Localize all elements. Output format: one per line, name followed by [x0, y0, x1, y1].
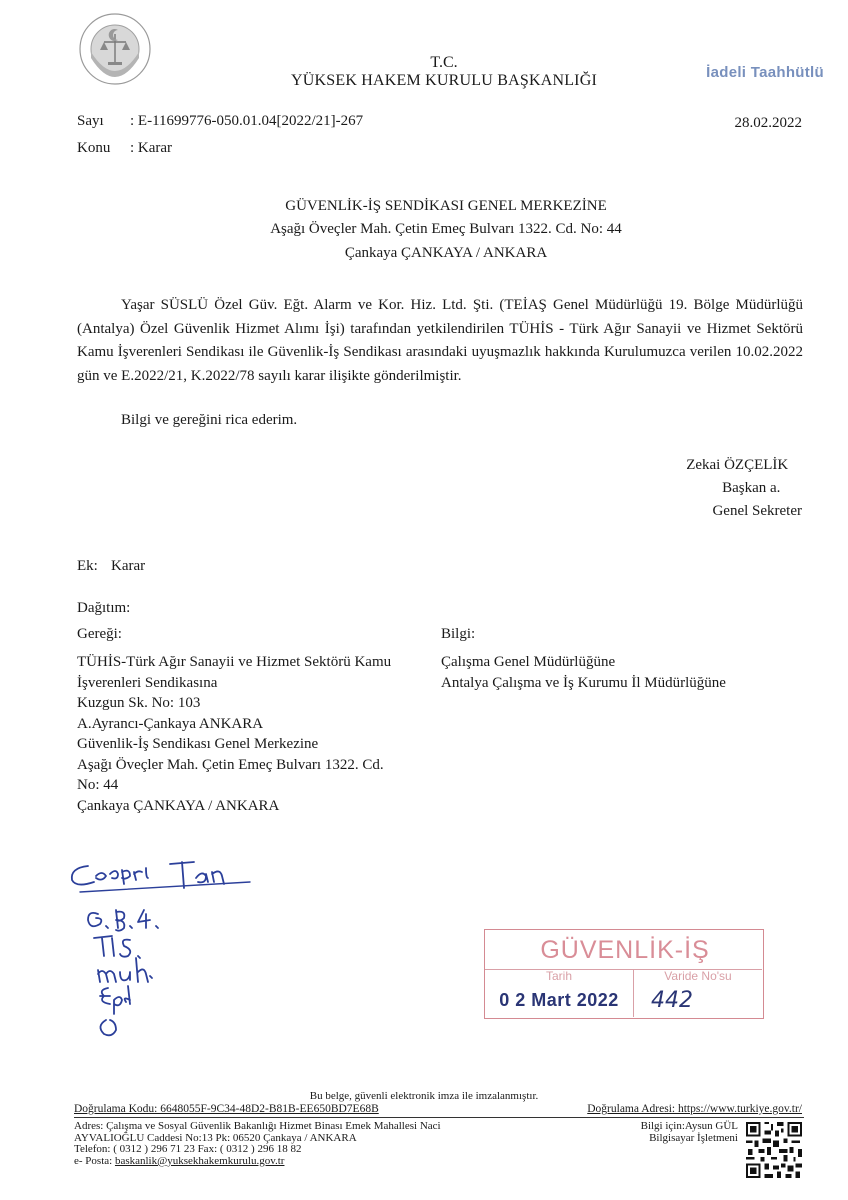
- verification-address: Doğrulama Adresi: https://www.turkiye.gov.tr/: [587, 1103, 802, 1115]
- email-label: e- Posta:: [74, 1154, 115, 1167]
- footer-phone-line: Telefon: ( 0312 ) 296 71 23 Fax: ( 0312 ) 296 18 82: [74, 1143, 302, 1156]
- geregi-line: Aşağı Öveçler Mah. Çetin Emeç Bulvarı 1322. Cd.: [77, 756, 384, 773]
- bilgi-label: Bilgi:: [441, 626, 476, 642]
- footer-divider: [74, 1117, 804, 1118]
- recipient-name: GÜVENLİK-İŞ SENDİKASI GENEL MERKEZİNE: [285, 198, 607, 214]
- footer-address-line: AYVALIOĞLU Caddesi No:13 Pk: 06520 Çankaya / ANKARA: [74, 1131, 357, 1144]
- konu-value: : Karar: [130, 140, 173, 156]
- konu-label: Konu: [77, 140, 111, 156]
- signatory-position: Genel Sekreter: [712, 503, 802, 519]
- info-contact-name: Bilgi için:Aysun GÜL: [640, 1120, 738, 1132]
- stamp-date: 0 2 Mart 2022: [499, 990, 619, 1010]
- recipient-city-line: Çankaya ÇANKAYA / ANKARA: [344, 245, 548, 261]
- geregi-line: Çankaya ÇANKAYA / ANKARA: [77, 797, 280, 814]
- recipient-address-line: Aşağı Öveçler Mah. Çetin Emeç Bulvarı 1322. Cd. No: 44: [270, 221, 622, 237]
- handwritten-annotation: [60, 852, 260, 1052]
- geregi-line: TÜHİS-Türk Ağır Sanayii ve Hizmet Sektörü Kamu: [77, 654, 392, 670]
- header-tc: T.C.: [430, 54, 458, 71]
- verification-code: Doğrulama Kodu: 6648055F-9C34-48D2-B81B-EE650BD7E68B: [74, 1103, 379, 1115]
- header-organization: YÜKSEK HAKEM KURULU BAŞKANLIĞI: [291, 72, 597, 89]
- geregi-label: Gereği:: [77, 626, 122, 642]
- signatory-name: Zekai ÖZÇELİK: [686, 457, 789, 473]
- body-paragraph: Yaşar SÜSLÜ Özel Güv. Eğt. Alarm ve Kor. Hiz. Ltd. Şti. (TEİAŞ Genel Müdürlüğü 19. Bölge Müdürlüğü (Antalya) Özel Güvenlik Hizmet Alımı İşi) tarafından yetkilendirilen TÜHİS - Türk Ağır Sanayii ve Hizmet Sektörü Kamu İşverenleri Sendikası ile Güvenlik-İş Sendikası arasındaki uyuşmazlık hakkında Kurulumuzca verilen 10.02.2022 gün ve E.2022/21, K.2022/78 sayılı karar ilişikte gönderilmiştir.: [77, 297, 803, 384]
- sayi-value: : E-11699776-050.01.04[2022/21]-267: [130, 113, 364, 129]
- info-contact-title: Bilgisayar İşletmeni: [649, 1131, 738, 1144]
- footer-info-contact: [641, 1121, 738, 1144]
- footer-contact-block: [74, 1121, 441, 1167]
- geregi-list: [77, 652, 439, 816]
- qr-code-icon: [744, 1120, 804, 1180]
- geregi-line: Güvenlik-İş Sendikası Genel Merkezine: [77, 736, 319, 752]
- stamp-number-header: Varide No'su: [664, 969, 732, 983]
- registered-mail-stamp: İadeli Taahhütlü: [706, 64, 824, 81]
- distribution-label: Dağıtım:: [77, 600, 131, 616]
- body-closing: Bilgi ve gereğini rica ederim.: [121, 412, 298, 428]
- email-link[interactable]: baskanlik@yuksekhakemkurulu.gov.tr: [114, 1154, 285, 1167]
- incoming-document-stamp: [484, 929, 764, 1019]
- e-signature-note: Bu belge, güvenli elektronik imza ile imzalanmıştır.: [309, 1090, 539, 1102]
- stamp-date-header: Tarih: [545, 969, 572, 983]
- document-date: 28.02.2022: [734, 115, 802, 131]
- geregi-line: Kuzgun Sk. No: 103: [77, 695, 201, 711]
- bilgi-line: Çalışma Genel Müdürlüğüne: [441, 654, 616, 670]
- geregi-line: No: 44: [77, 777, 119, 793]
- stamp-title: GÜVENLİK-İŞ: [540, 936, 710, 964]
- attachment-value: Karar: [111, 558, 146, 574]
- footer-email-line: [74, 1156, 441, 1168]
- sayi-label: Sayı: [77, 113, 104, 129]
- stamp-number: 442: [651, 988, 693, 1013]
- geregi-line: İşverenleri Sendikasına: [77, 674, 218, 691]
- bilgi-list: [441, 652, 726, 694]
- signatory-title: Başkan a.: [722, 480, 781, 496]
- footer-address-line: Adres: Çalışma ve Sosyal Güvenlik Bakanlığı Hizmet Binası Emek Mahallesi Naci: [74, 1120, 441, 1132]
- signature-block: [672, 454, 802, 523]
- bilgi-line: Antalya Çalışma ve İş Kurumu İl Müdürlüğüne: [441, 675, 726, 691]
- geregi-line: A.Ayrancı-Çankaya ANKARA: [77, 715, 264, 732]
- attachment-label: Ek:: [77, 558, 98, 574]
